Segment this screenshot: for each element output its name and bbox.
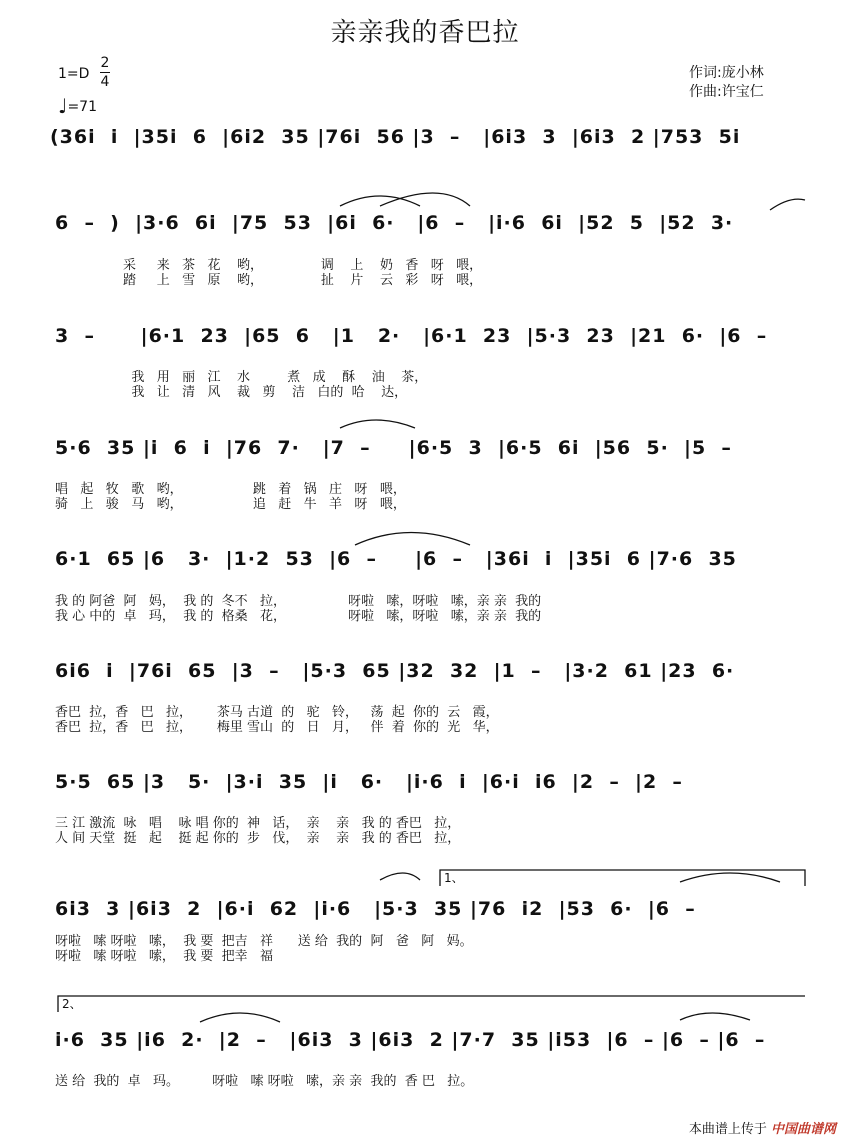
time-signature-bottom: 4 xyxy=(100,74,110,90)
volta-label-1: 1、 xyxy=(444,871,464,885)
lyric-verse-2: 踏 上 雪 原 哟， 扯 片 云 彩 呀 喂， xyxy=(90,273,483,288)
notation-line: 6·1 65 |6 3· |1·2 53 |6 – |6 – |36i i |35i 6 |7·6 35 xyxy=(55,548,737,570)
lyric-verse-1: 唱 起 牧 歌 哟， 跳 着 锅 庄 呀 喂， xyxy=(55,482,406,497)
song-title: 亲亲我的香巴拉 xyxy=(330,18,520,48)
volta-2 xyxy=(58,996,805,1012)
notation-line: 6i6 i |76i 65 |3 – |5·3 65 |32 32 |1 – |3·2 61 |23 6· xyxy=(55,660,735,682)
slur xyxy=(680,1013,750,1020)
lyric-verse-1: 呀啦 嗦 呀啦 嗦， 我 要 把吉 祥 送 给 我的 阿 爸 阿 妈。 xyxy=(55,934,473,949)
notation-line: 3 – |6·1 23 |65 6 |1 2· |6·1 23 |5·3 23 |21 6· |6 – xyxy=(55,325,768,347)
volta-1 xyxy=(440,870,805,886)
lyric-verse-2: 香巴 拉，香 巴 拉， 梅里 雪山 的 日 月， 伴 着 你的 光 华， xyxy=(55,720,499,735)
lyric-verse-2: 我 心 中的 卓 玛， 我 的 格桑 花， 呀啦 嗦，呀啦 嗦，亲 亲 我的 xyxy=(55,609,542,624)
notation-line: i·6 35 |i6 2· |2 – |6i3 3 |6i3 2 |7·7 35 |i53 |6 – |6 – |6 – xyxy=(55,1029,766,1051)
site-brand[interactable]: 中国曲谱网 xyxy=(770,1122,836,1137)
quarter-note-icon: ♩ xyxy=(58,94,68,118)
lyricist: 作词:庞小林 xyxy=(689,65,764,81)
lyric-verse-2: 我 让 清 风 裁 剪 洁 白的 哈 达， xyxy=(90,385,408,400)
lyric-verse-2: 骑 上 骏 马 哟， 追 赶 牛 羊 呀 喂， xyxy=(55,497,406,512)
composer: 作曲:许宝仁 xyxy=(689,84,764,100)
lyric-verse-2: 呀啦 嗦 呀啦 嗦， 我 要 把幸 福 xyxy=(55,949,273,964)
notation-line: 5·5 65 |3 5· |3·i 35 |i 6· |i·6 i |6·i i6 |2 – |2 – xyxy=(55,771,683,793)
notation-line: (36i i |35i 6 |6i2 35 |76i 56 |3 – |6i3 3 |6i3 2 |753 5i xyxy=(50,126,741,148)
notation-line: 5·6 35 |i 6 i |76 7· |7 – |6·5 3 |6·5 6i |56 5· |5 – xyxy=(55,437,732,459)
slur xyxy=(770,199,805,210)
lyric-verse-1: 送 给 我的 卓 玛。 呀啦 嗦 呀啦 嗦，亲 亲 我的 香 巴 拉。 xyxy=(55,1074,474,1089)
lyric-verse-1: 三 江 激流 咏 唱 咏 唱 你的 神 话， 亲 亲 我 的 香巴 拉， xyxy=(55,816,461,831)
slur xyxy=(380,193,470,206)
time-signature-top: 2 xyxy=(100,55,110,71)
slur xyxy=(355,533,470,546)
lyric-verse-2: 人 间 天堂 挺 起 挺 起 你的 步 伐， 亲 亲 我 的 香巴 拉， xyxy=(55,831,461,846)
key-signature: 1=D xyxy=(58,66,90,82)
slur xyxy=(200,1013,280,1022)
lyric-verse-1: 采 来 茶 花 哟， 调 上 奶 香 呀 喂， xyxy=(90,258,483,273)
slur xyxy=(680,873,780,882)
volta-label-2: 2、 xyxy=(62,997,82,1011)
tempo-value: =71 xyxy=(67,99,97,115)
slur xyxy=(380,873,420,880)
notation-line: 6i3 3 |6i3 2 |6·i 62 |i·6 |5·3 35 |76 i2 |53 6· |6 – xyxy=(55,898,696,920)
lyric-verse-1: 香巴 拉，香 巴 拉， 茶马 古道 的 驼 铃， 荡 起 你的 云 霞， xyxy=(55,705,499,720)
slur xyxy=(340,420,415,428)
footer xyxy=(689,1118,836,1137)
slur xyxy=(340,196,420,206)
footer-text: 本曲谱上传于 xyxy=(688,1122,767,1137)
lyric-verse-1: 我 的 阿爸 阿 妈， 我 的 冬不 拉， 呀啦 嗦，呀啦 嗦，亲 亲 我的 xyxy=(55,594,542,609)
notation-line: 6 – ) |3·6 6i |75 53 |6i 6· |6 – |i·6 6i |52 5 |52 3· xyxy=(55,212,734,234)
lyric-verse-1: 我 用 丽 江 水 煮 成 酥 油 茶， xyxy=(90,370,428,385)
